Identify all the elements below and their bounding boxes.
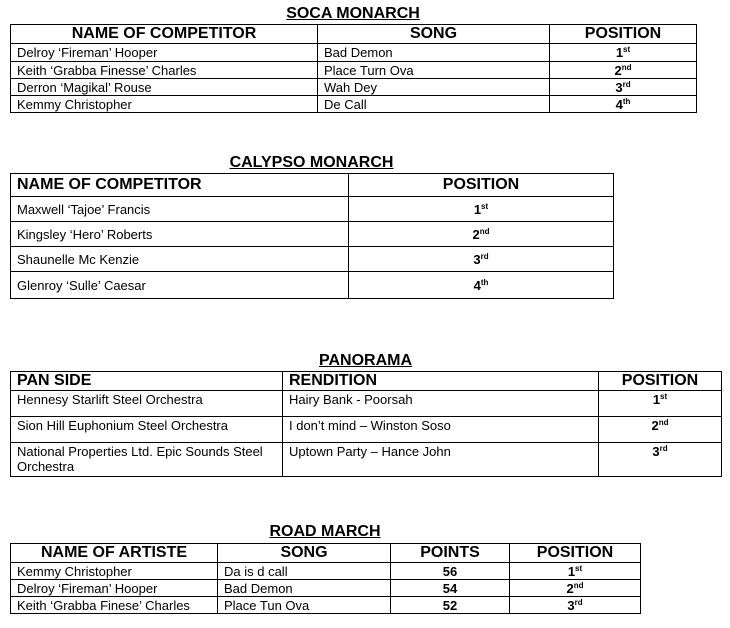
position: 4th: [349, 272, 614, 299]
column-header: PAN SIDE: [11, 372, 283, 391]
position: 2nd: [599, 417, 722, 443]
points: 52: [391, 597, 510, 614]
table-row: [11, 222, 614, 247]
song-title: Place Tun Ova: [218, 597, 391, 614]
artiste-name: Delroy ‘Fireman’ Hooper: [11, 580, 218, 597]
table-row: [11, 391, 722, 417]
panorama-table: [10, 371, 722, 477]
position: 3rd: [550, 79, 697, 96]
column-header: RENDITION: [283, 372, 599, 391]
position: 1st: [510, 563, 641, 580]
position: 1st: [550, 44, 697, 62]
position: 1st: [349, 197, 614, 222]
competitor-name: Kemmy Christopher: [11, 96, 318, 113]
competitor-name: Derron ‘Magikal’ Rouse: [11, 79, 318, 96]
table-row: [11, 443, 722, 477]
points: 54: [391, 580, 510, 597]
position: 3rd: [349, 247, 614, 272]
song-title: Wah Dey: [318, 79, 550, 96]
table-row: [11, 563, 641, 580]
position: 2nd: [349, 222, 614, 247]
competitor-name: Maxwell ‘Tajoe’ Francis: [11, 197, 349, 222]
pan-side-name: Sion Hill Euphonium Steel Orchestra: [11, 417, 283, 443]
song-title: Place Turn Ova: [318, 62, 550, 79]
table-header-row: [11, 25, 697, 44]
rendition: I don’t mind – Winston Soso: [283, 417, 599, 443]
pan-side-name: National Properties Ltd. Epic Sounds Steel Orchestra: [11, 443, 283, 477]
calypso-table: [10, 173, 614, 299]
table-row: [11, 79, 697, 96]
column-header: POSITION: [349, 174, 614, 197]
column-header: NAME OF ARTISTE: [11, 544, 218, 563]
position: 4th: [550, 96, 697, 113]
competitor-name: Shaunelle Mc Kenzie: [11, 247, 349, 272]
column-header: NAME OF COMPETITOR: [11, 25, 318, 44]
roadmarch-title: ROAD MARCH: [269, 523, 381, 540]
rendition: Uptown Party – Hance John: [283, 443, 599, 477]
position: 3rd: [599, 443, 722, 477]
song-title: Da is d call: [218, 563, 391, 580]
table-row: [11, 44, 697, 62]
column-header: POINTS: [391, 544, 510, 563]
table-row: [11, 62, 697, 79]
soca-table: [10, 24, 697, 113]
column-header: POSITION: [510, 544, 641, 563]
table-row: [11, 597, 641, 614]
calypso-title: CALYPSO MONARCH: [229, 154, 394, 171]
column-header: SONG: [218, 544, 391, 563]
column-header: NAME OF COMPETITOR: [11, 174, 349, 197]
table-row: [11, 580, 641, 597]
table-row: [11, 247, 614, 272]
artiste-name: Kemmy Christopher: [11, 563, 218, 580]
table-header-row: [11, 174, 614, 197]
competitor-name: Kingsley ‘Hero’ Roberts: [11, 222, 349, 247]
song-title: De Call: [318, 96, 550, 113]
competitor-name: Delroy ‘Fireman’ Hooper: [11, 44, 318, 62]
column-header: POSITION: [550, 25, 697, 44]
rendition: Hairy Bank - Poorsah: [283, 391, 599, 417]
position: 2nd: [550, 62, 697, 79]
song-title: Bad Demon: [318, 44, 550, 62]
artiste-name: Keith ‘Grabba Finese’ Charles: [11, 597, 218, 614]
competitor-name: Keith ‘Grabba Finesse’ Charles: [11, 62, 318, 79]
table-row: [11, 197, 614, 222]
song-title: Bad Demon: [218, 580, 391, 597]
table-header-row: [11, 544, 641, 563]
competitor-name: Glenroy ‘Sulle’ Caesar: [11, 272, 349, 299]
position: 3rd: [510, 597, 641, 614]
table-header-row: [11, 372, 722, 391]
table-row: [11, 96, 697, 113]
pan-side-name: Hennesy Starlift Steel Orchestra: [11, 391, 283, 417]
position: 2nd: [510, 580, 641, 597]
table-row: [11, 272, 614, 299]
table-row: [11, 417, 722, 443]
points: 56: [391, 563, 510, 580]
panorama-title: PANORAMA: [318, 352, 413, 369]
position: 1st: [599, 391, 722, 417]
column-header: SONG: [318, 25, 550, 44]
soca-title: SOCA MONARCH: [286, 5, 420, 22]
column-header: POSITION: [599, 372, 722, 391]
roadmarch-table: [10, 543, 641, 614]
